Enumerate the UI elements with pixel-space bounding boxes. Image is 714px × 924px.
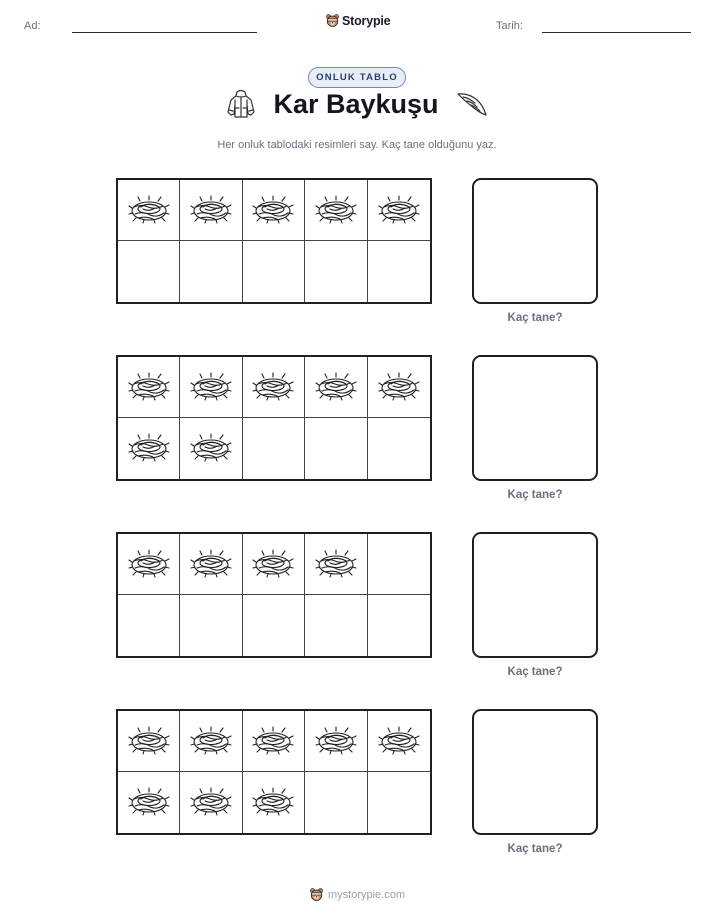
- ten-frame-cell: [368, 180, 430, 241]
- nest-icon: [190, 722, 232, 761]
- nest-icon: [378, 191, 420, 230]
- nest-icon: [252, 191, 294, 230]
- wing-icon: [455, 90, 489, 118]
- ten-frame-cell: [243, 534, 305, 595]
- ten-frame-cell: [118, 241, 180, 302]
- nest-icon: [252, 722, 294, 761]
- ten-frame-cell: [118, 180, 180, 241]
- storypie-bear-icon: [325, 13, 340, 28]
- ten-frame: [116, 355, 432, 481]
- nest-icon: [315, 722, 357, 761]
- ten-frame-cell: [305, 772, 367, 833]
- footer-url: mystorypie.com: [327, 888, 406, 901]
- ten-frame-cell: [243, 180, 305, 241]
- nest-icon: [128, 191, 170, 230]
- ten-frame-cell: [368, 418, 430, 479]
- ten-frame-cell: [305, 534, 367, 595]
- date-line[interactable]: [542, 32, 691, 33]
- answer-label: Kaç tane?: [507, 666, 563, 678]
- title-row: [0, 88, 714, 120]
- ten-frame-cell: [118, 772, 180, 833]
- ten-frame-cell: [243, 418, 305, 479]
- nest-icon: [252, 545, 294, 584]
- name-line[interactable]: [72, 32, 257, 33]
- nest-icon: [190, 191, 232, 230]
- nest-icon: [128, 783, 170, 822]
- nest-icon: [128, 722, 170, 761]
- nest-icon: [378, 722, 420, 761]
- ten-frame: [116, 532, 432, 658]
- ten-frame-cell: [368, 711, 430, 772]
- ten-frame-cell: [305, 241, 367, 302]
- nest-icon: [190, 368, 232, 407]
- nest-icon: [190, 429, 232, 468]
- ten-frame-cell: [305, 595, 367, 656]
- nest-icon: [128, 368, 170, 407]
- ten-frame-cell: [368, 241, 430, 302]
- ten-frame-cell: [118, 418, 180, 479]
- ten-frame-cell: [243, 772, 305, 833]
- ten-frame-cell: [368, 595, 430, 656]
- nest-icon: [315, 545, 357, 584]
- answer-box[interactable]: [472, 355, 598, 481]
- answer-box[interactable]: [472, 709, 598, 835]
- nest-icon: [315, 368, 357, 407]
- ten-frame-cell: [180, 534, 242, 595]
- ten-frame-cell: [243, 241, 305, 302]
- brand-logo: [325, 13, 390, 28]
- instructions: Her onluk tablodaki resimleri say. Kaç tane olduğunu yaz.: [217, 139, 497, 151]
- date-label: Tarih:: [496, 20, 523, 32]
- nest-icon: [128, 545, 170, 584]
- answer-box[interactable]: [472, 178, 598, 304]
- ten-frame-cell: [305, 357, 367, 418]
- nest-icon: [190, 545, 232, 584]
- ten-frame-cell: [180, 418, 242, 479]
- footer: [0, 887, 714, 902]
- ten-frame-cell: [243, 595, 305, 656]
- ten-frame-cell: [118, 595, 180, 656]
- ten-frame-cell: [368, 534, 430, 595]
- ten-frame-cell: [243, 711, 305, 772]
- answer-label: Kaç tane?: [507, 489, 563, 501]
- ten-frame-cell: [368, 357, 430, 418]
- ten-frame-cell: [180, 711, 242, 772]
- ten-frame: [116, 709, 432, 835]
- nest-icon: [252, 368, 294, 407]
- jacket-icon: [225, 88, 257, 120]
- ten-frame-cell: [305, 711, 367, 772]
- answer-box[interactable]: [472, 532, 598, 658]
- ten-frame-cell: [118, 711, 180, 772]
- name-label: Ad:: [24, 20, 41, 32]
- nest-icon: [128, 429, 170, 468]
- ten-frame-cell: [180, 772, 242, 833]
- nest-icon: [378, 368, 420, 407]
- brand-name: Storypie: [342, 13, 391, 28]
- storypie-bear-icon: [309, 887, 324, 902]
- worksheet-title: Kar Baykuşu: [273, 88, 439, 119]
- ten-frame-cell: [180, 357, 242, 418]
- worksheet-type-badge: ONLUK TABLO: [308, 67, 406, 88]
- nest-icon: [315, 191, 357, 230]
- answer-label: Kaç tane?: [507, 312, 563, 324]
- ten-frame: [116, 178, 432, 304]
- ten-frame-cell: [243, 357, 305, 418]
- nest-icon: [190, 783, 232, 822]
- ten-frame-cell: [368, 772, 430, 833]
- ten-frame-cell: [118, 357, 180, 418]
- ten-frame-cell: [180, 241, 242, 302]
- answer-label: Kaç tane?: [507, 843, 563, 855]
- nest-icon: [252, 783, 294, 822]
- ten-frame-cell: [180, 595, 242, 656]
- ten-frame-cell: [305, 418, 367, 479]
- ten-frame-cell: [180, 180, 242, 241]
- ten-frame-cell: [118, 534, 180, 595]
- ten-frame-cell: [305, 180, 367, 241]
